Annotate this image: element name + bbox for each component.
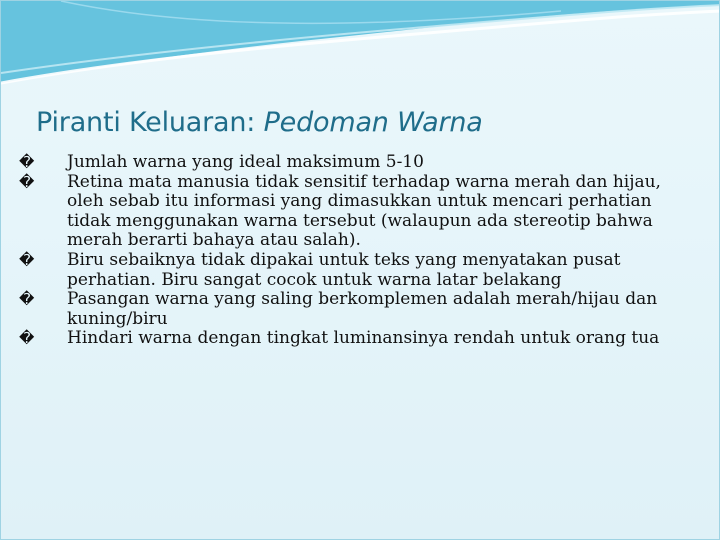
bullet-icon: �: [19, 290, 35, 309]
bullet-text: Jumlah warna yang ideal maksimum 5-10: [67, 152, 424, 172]
bullet-text: Hindari warna dengan tingkat luminansinya rendah untuk orang tua: [67, 328, 660, 349]
list-item: [19, 251, 689, 290]
decorative-wave-header: [1, 1, 720, 91]
list-item: [19, 153, 689, 173]
slide-title-main: Piranti Keluaran:: [36, 107, 264, 138]
list-item: [19, 173, 689, 251]
bullet-text: Retina mata manusia tidak sensitif terhadap warna merah dan hijau, oleh sebab itu informasi yang dimasukkan untuk mencari perhatian tidak menggunakan warna tersebut (walaupun ada stereotip bahwa merah berarti bahaya atau salah).: [67, 171, 661, 251]
bullet-icon: �: [19, 172, 35, 191]
list-item: [19, 329, 689, 349]
slide-title: [36, 107, 696, 138]
slide-title-italic: Pedoman Warna: [263, 107, 483, 138]
bullet-icon: �: [19, 329, 35, 348]
bullet-text: Pasangan warna yang saling berkomplemen adalah merah/hijau dan kuning/biru: [67, 289, 658, 329]
bullet-list: [19, 153, 689, 349]
bullet-icon: �: [19, 153, 35, 171]
list-item: [19, 290, 689, 329]
bullet-icon: �: [19, 250, 35, 269]
bullet-text: Biru sebaiknya tidak dipakai untuk teks yang menyatakan pusat perhatian. Biru sangat cocok untuk warna latar belakang: [67, 249, 621, 290]
